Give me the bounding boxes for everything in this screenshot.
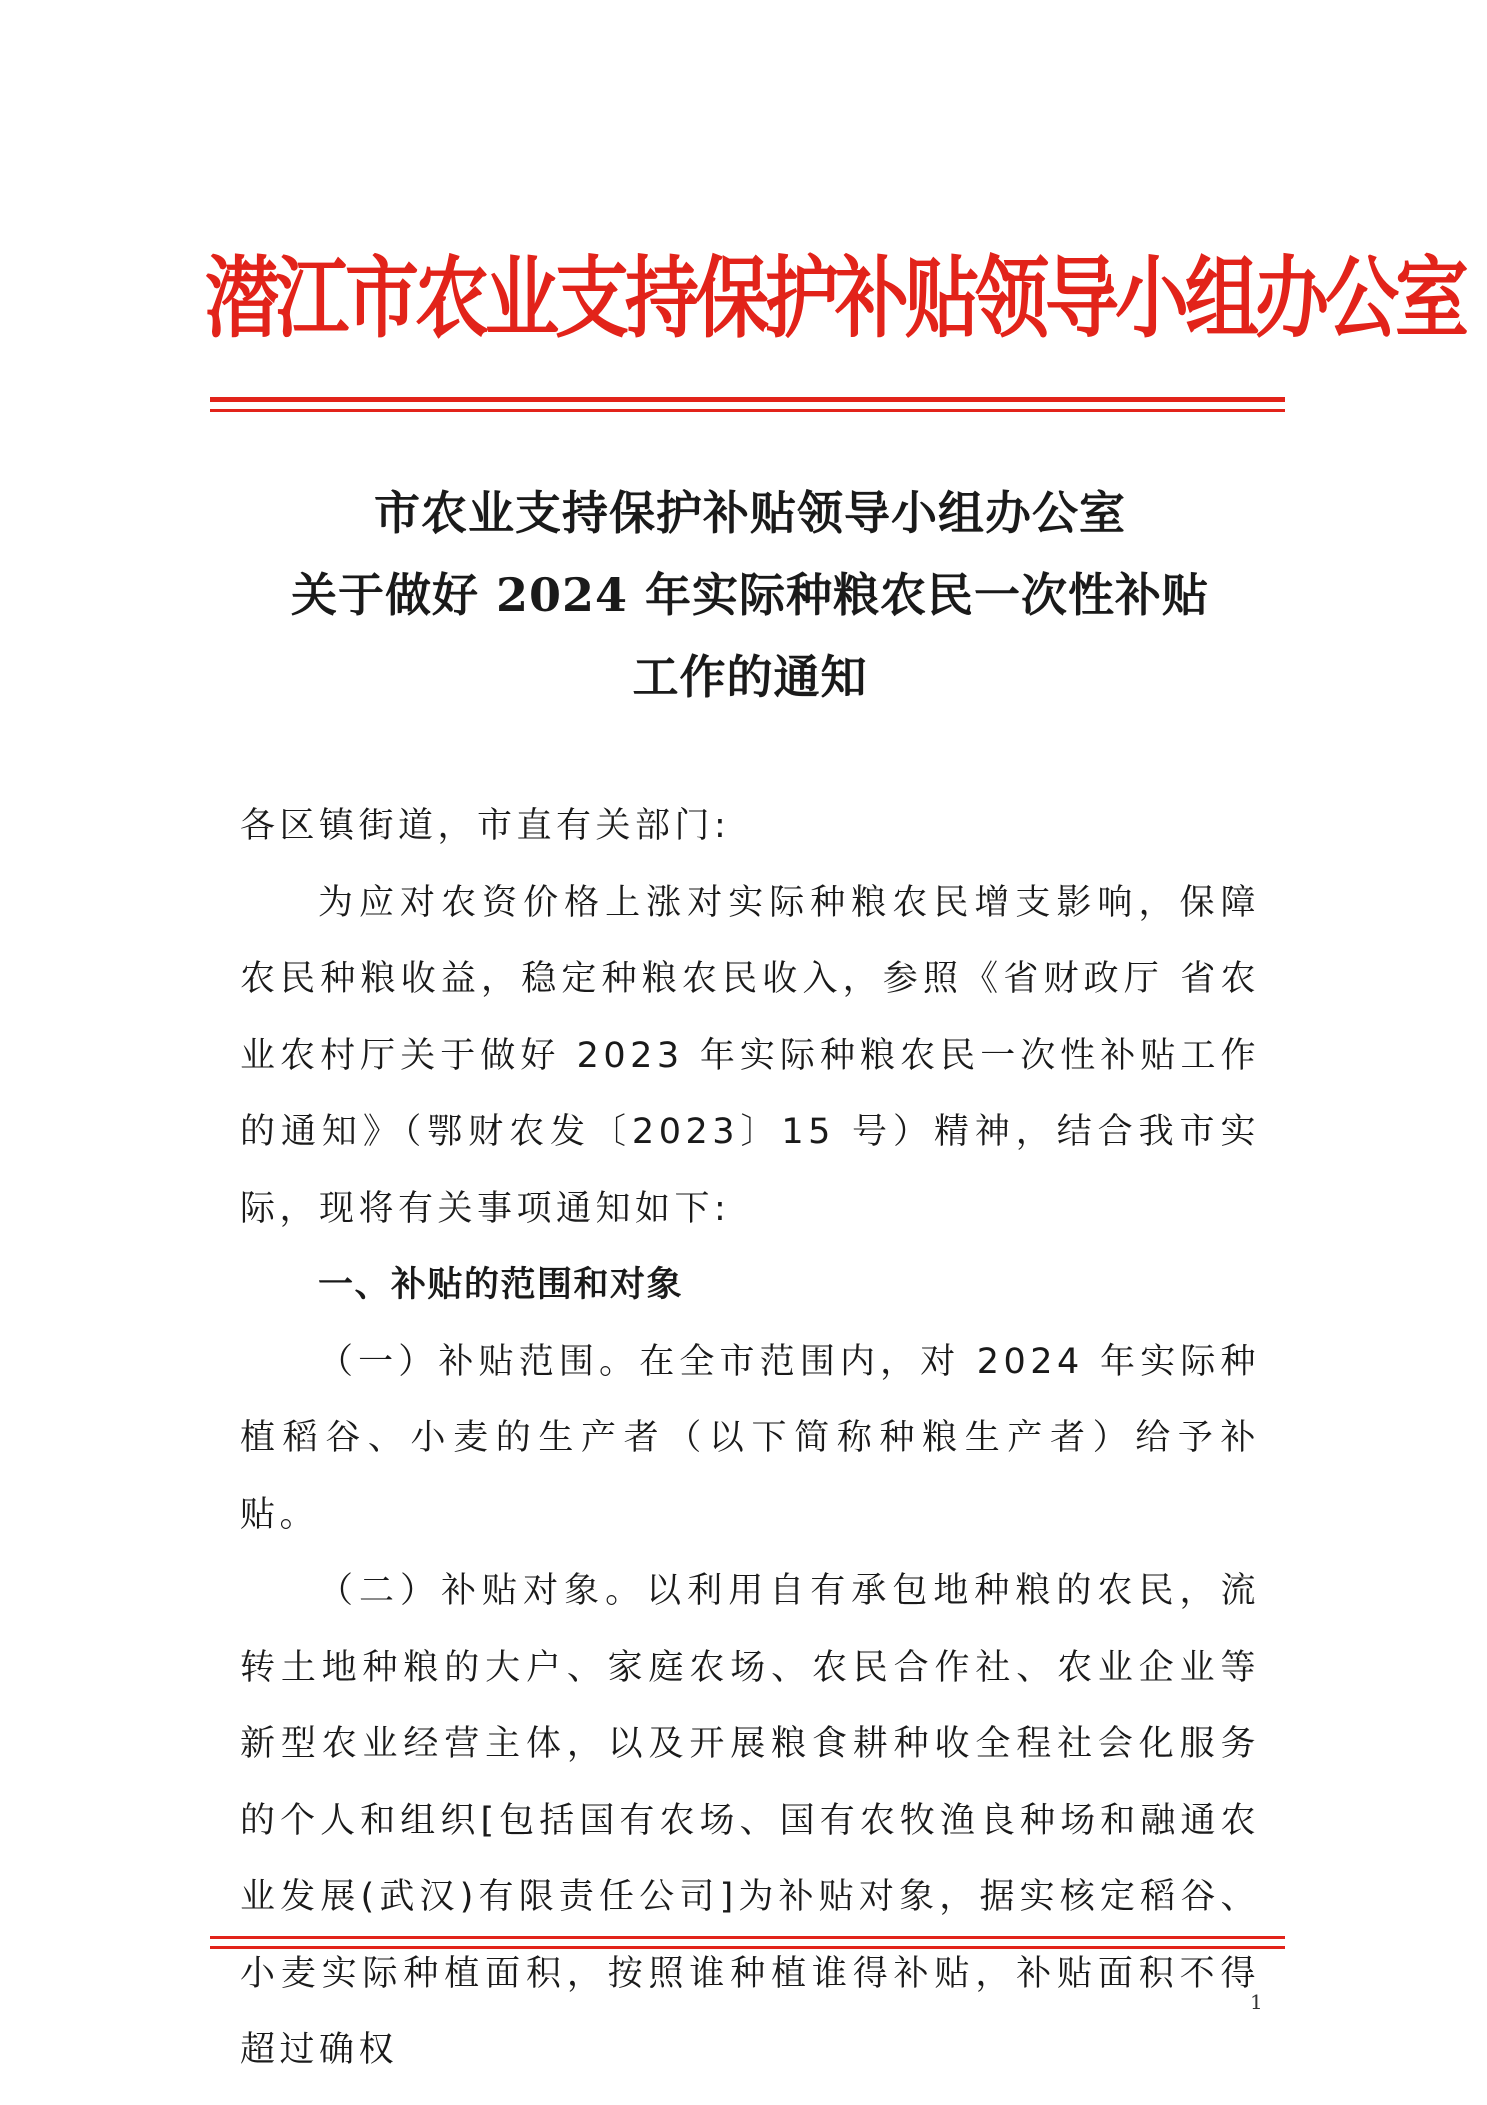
red-rule-thick (210, 397, 1285, 402)
footer-rule-top (210, 1936, 1285, 1939)
footer-red-rule (210, 1936, 1285, 1949)
title-line-1: 市农业支持保护补贴领导小组办公室 (374, 486, 1126, 540)
subsidy-target-paragraph: （二）补贴对象。以利用自有承包地种粮的农民，流转土地种粮的大户、家庭农场、农民合作社、农业企业等新型农业经营主体，以及开展粮食耕种收全程社会化服务的个人和组织[包括国有农场、国有农牧渔良种场和融通农业发展(武汉)有限责任公司]为补贴对象，据实核定稻谷、小麦实际种植面积，按照谁种植谁得补贴，补贴面积不得超过确权 (240, 1571, 1260, 2070)
letterhead-org-name: 潜江市农业支持保护补贴领导小组办公室 (205, 247, 1465, 351)
section-heading: 一、补贴的范围和对象 (318, 1265, 684, 1305)
title-line-3: 工作的通知 (632, 650, 868, 704)
intro-paragraph: 为应对农资价格上涨对实际种粮农民增支影响，保障农民种粮收益，稳定种粮农民收入，参照《省财政厅 省农业农村厅关于做好 2023 年实际种粮农民一次性补贴工作的通知》（鄂财农发〔2023〕15 号）精神，结合我市实际，现将有关事项通知如下: (240, 882, 1260, 1229)
document-title (200, 472, 1300, 718)
footer-rule-bottom (210, 1946, 1285, 1949)
page-number: 1 (1250, 1990, 1263, 2014)
document-body (240, 788, 1260, 2089)
title-line-2: 关于做好 2024 年实际种粮农民一次性补贴 (290, 568, 1210, 622)
salutation: 各区镇街道，市直有关部门: (240, 806, 731, 846)
subsidy-scope-paragraph: （一）补贴范围。在全市范围内，对 2024 年实际种植稻谷、小麦的生产者（以下简称种粮生产者）给予补贴。 (240, 1341, 1260, 1535)
red-rule-thin (210, 409, 1285, 412)
letterhead-red-rule (210, 397, 1285, 412)
